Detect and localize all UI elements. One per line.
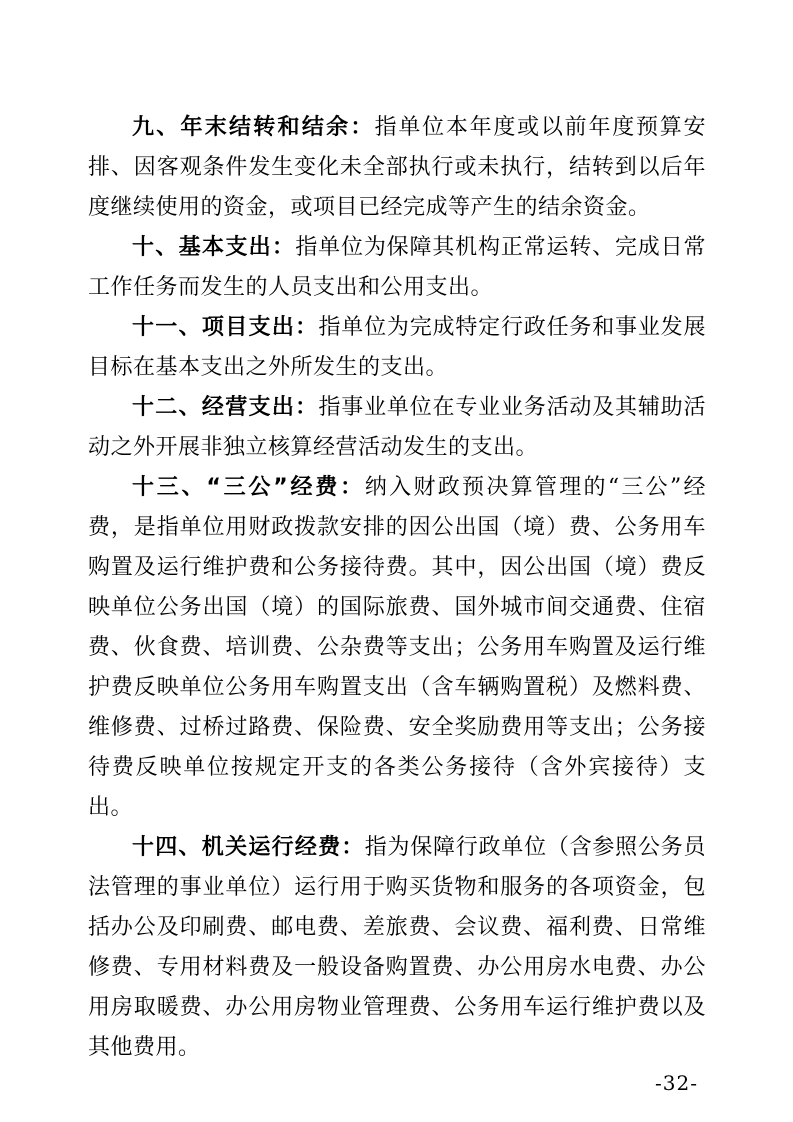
term-heading: 十一、项目支出： — [132, 315, 319, 340]
paragraph-basic-expenditure — [88, 228, 706, 308]
term-heading: 十二、经营支出： — [132, 395, 319, 420]
definition-text: 指单位为保障其机构正常运转、完成日常工作任务而发生的人员支出和公用支出。 — [88, 235, 706, 300]
paragraph-operating-expenditure — [88, 388, 706, 468]
document-body — [88, 108, 706, 1068]
term-heading: 九、年末结转和结余： — [132, 115, 375, 140]
paragraph-project-expenditure — [88, 308, 706, 388]
definition-text: 指单位本年度或以前年度预算安排、因客观条件发生变化未全部执行或未执行，结转到以后年度继续使用的资金，或项目已经完成等产生的结余资金。 — [88, 115, 706, 220]
paragraph-agency-operating-funds — [88, 828, 706, 1068]
page-number: -32- — [655, 1071, 698, 1095]
definition-text: 指事业单位在专业业务活动及其辅助活动之外开展非独立核算经营活动发生的支出。 — [88, 395, 706, 460]
paragraph-three-public-funds — [88, 468, 706, 828]
definition-text: 纳入财政预决算管理的“三公”经费，是指单位用财政拨款安排的因公出国（境）费、公务用车购置及运行维护费和公务接待费。其中，因公出国（境）费反映单位公务出国（境）的国际旅费、国外城市间交通费、住宿费、伙食费、培训费、公杂费等支出；公务用车购置及运行维护费反映单位公务用车购置支出（含车辆购置税）及燃料费、维修费、过桥过路费、保险费、安全奖励费用等支出；公务接待费反映单位按规定开支的各类公务接待（含外宾接待）支出。 — [88, 475, 706, 820]
term-heading: 十三、“三公”经费： — [132, 475, 365, 500]
term-heading: 十四、机关运行经费： — [132, 835, 365, 860]
definition-text: 指为保障行政单位（含参照公务员法管理的事业单位）运行用于购买货物和服务的各项资金，包括办公及印刷费、邮电费、差旅费、会议费、福利费、日常维修费、专用材料费及一般设备购置费、办公用房水电费、办公用房取暖费、办公用房物业管理费、公务用车运行维护费以及其他费用。 — [88, 835, 706, 1060]
term-heading: 十、基本支出： — [132, 235, 296, 260]
paragraph-carryover-surplus — [88, 108, 706, 228]
definition-text: 指单位为完成特定行政任务和事业发展目标在基本支出之外所发生的支出。 — [88, 315, 706, 380]
